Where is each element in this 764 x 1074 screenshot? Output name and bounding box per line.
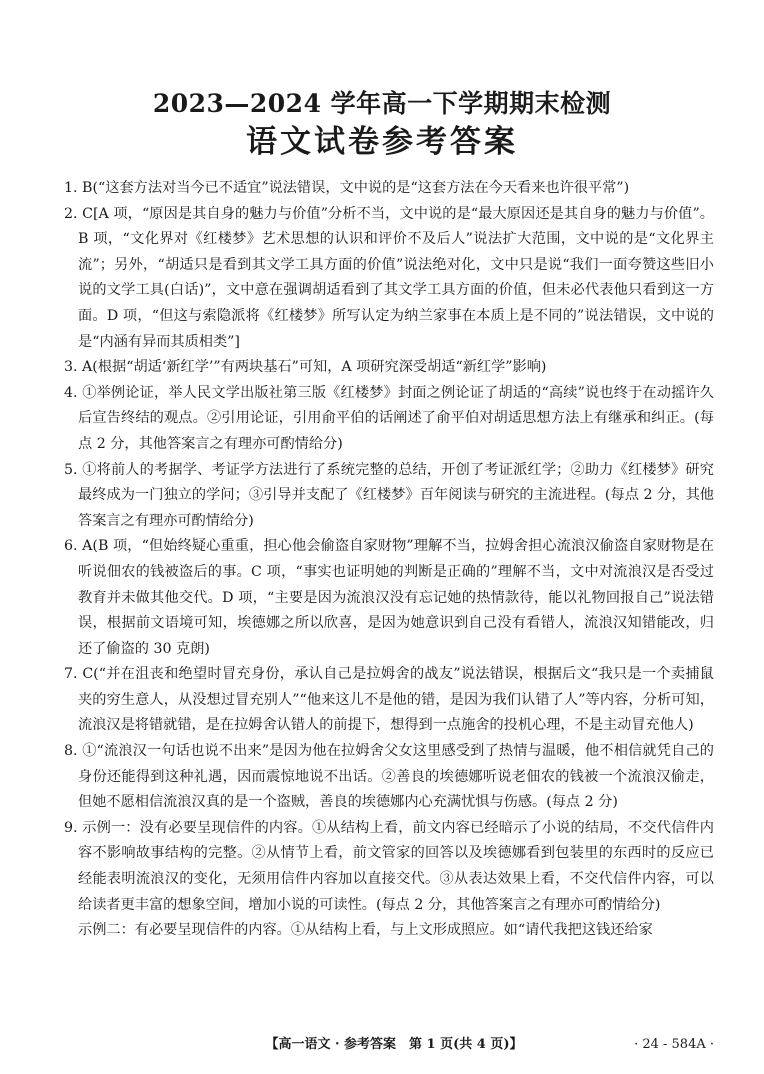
answer-8: 8. ①“流浪汉一句话也说不出来”是因为他在拉姆舍父女这里感受到了热情与温暖，他不相信就凭自己的身份还能得到这种礼遇，因而震惊地说不出话。②善良的埃德娜听说老佃农的钱被一个流浪汉偷走，但她不愿相信流浪汉真的是一个盗贼，善良的埃德娜内心充满忧惧与伤感。(每点 2 分) — [64, 743, 714, 811]
answer-list — [64, 176, 714, 944]
footer-code: · 24 - 584A · — [634, 1037, 714, 1052]
answer-9-example-2: 示例二：有必要呈现信件的内容。①从结构上看，与上文形成照应。如“请代我把这钱还给家 — [78, 922, 653, 939]
answer-4: 4. ①举例论证，举人民文学出版社第三版《红楼梦》封面之例论证了胡适的“高续”说也终于在动摇许久后宣告终结的观点。②引用论证，引用俞平伯的话阐述了俞平伯对胡适思想方法上有继承和纠正。(每点 2 分，其他答案言之有理亦可酌情给分) — [64, 384, 714, 452]
answer-6: 6. A(B 项，“但始终疑心重重，担心他会偷盗自家财物”理解不当，拉姆舍担心流浪汉偷盗自家财物是在听说佃农的钱被盗后的事。C 项，“事实也证明她的判断是正确的”理解不当，文中对流浪汉是否受过教育并未做其他交代。D 项，“主要是因为流浪汉没有忘记她的热情款待，能以礼物回报自己”说法错误，根据前文语境可知，埃德娜之所以欣喜，是因为她意识到自己没有看错人，流浪汉知错能改，归还了偷盗的 30 克朗) — [64, 538, 714, 657]
answer-2: 2. C[A 项，“原因是其自身的魅力与价值”分析不当，文中说的是“最大原因还是其自身的魅力与价值”。B 项，“文化界对《红楼梦》艺术思想的认识和评价不及后人”说法扩大范围，文中说的是“文化界主流”；另外，“胡适只是看到其文学工具方面的价值”说法绝对化，文中只是说“我们一面夸赞这些旧小说的文学工具(白话)”，文中意在强调胡适看到了其文学工具方面的价值，但未必代表他只看到这一方面。D 项，“但这与索隐派将《红楼梦》所写认定为纳兰家事在本质上是不同的”说法错误，文中说的是“内涵有异而其质相类”] — [64, 205, 714, 350]
answer-7: 7. C(“并在沮丧和绝望时冒充身份，承认自己是拉姆舍的战友”说法错误，根据后文“我只是一个卖捕鼠夹的穷生意人，从没想过冒充别人”“他来这儿不是他的错，是因为我们认错了人”等内容，分析可知，流浪汉是将错就错，是在拉姆舍认错人的前提下，想得到一点施舍的投机心理，不是主动冒充他人) — [64, 666, 714, 734]
answer-3: 3. A(根据“胡适‘新红学’”有两块基石”可知，A 项研究深受胡适“新红学”影响) — [64, 359, 547, 376]
footer-page-info: 【高一语文 · 参考答案 第 1 页(共 4 页)】 — [265, 1037, 523, 1052]
answer-5: 5. ①将前人的考据学、考证学方法进行了系统完整的总结，开创了考证派红学；②助力《红楼梦》研究最终成为一门独立的学问；③引导并支配了《红楼梦》百年阅读与研究的主流进程。(每点 2 分，其他答案言之有理亦可酌情给分) — [64, 461, 714, 529]
document-title: 2023—2024 学年高一下学期期末检测 — [152, 89, 612, 118]
answer-1: 1. B(“这套方法对当今已不适宜”说法错误，文中说的是“这套方法在今天看来也许很平常”) — [64, 180, 630, 196]
answer-9: 9. 示例一：没有必要呈现信件的内容。①从结构上看，前文内容已经暗示了小说的结局，不交代信件内容不影响故事结构的完整。②从情节上看，前文管家的回答以及埃德娜看到包装里的东西时的反应已经能表明流浪汉的变化，无须用信件内容加以直接交代。③从表达效果上看，不交代信件内容，可以给读者更丰富的想象空间，增加小说的可读性。(每点 2 分，其他答案言之有理亦可酌情给分) — [64, 819, 714, 913]
document-subtitle: 语文试卷参考答案 — [246, 124, 518, 160]
